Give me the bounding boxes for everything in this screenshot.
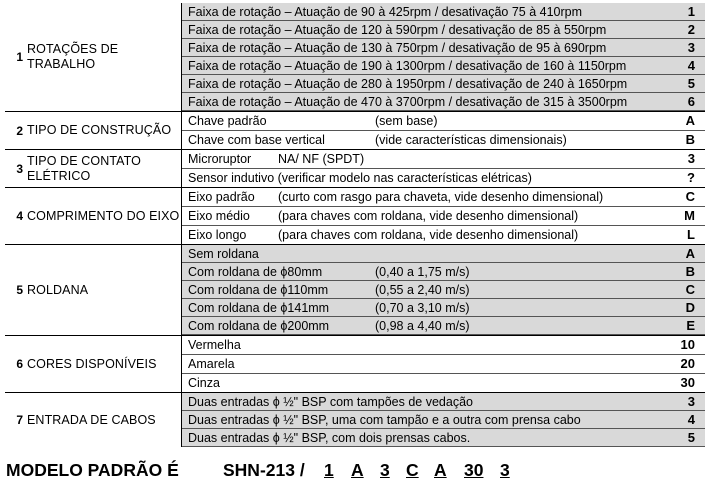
option-row — [182, 429, 705, 447]
group-number: 1 — [16, 50, 23, 64]
option-desc: Faixa de rotação – Atuação de 130 à 750rpm / desativação de 95 à 690rpm — [188, 41, 607, 55]
group-title: ENTRADA DE CABOS — [27, 412, 156, 427]
model-base: SHN-213 / — [223, 460, 305, 480]
model-value-rotation: 1 — [324, 460, 334, 480]
group-header — [5, 112, 182, 149]
option-row — [182, 112, 705, 130]
option-row — [182, 299, 705, 317]
group-header — [5, 393, 182, 447]
group-number: 6 — [16, 357, 23, 371]
option-note: (vide características dimensionais) — [375, 133, 567, 147]
option-desc: Faixa de rotação – Atuação de 280 à 1950rpm / desativação de 240 à 1650rpm — [188, 77, 628, 91]
group-title: TIPO DE CONSTRUÇÃO — [27, 123, 172, 137]
option-code: A — [685, 246, 695, 261]
option-code: ? — [687, 170, 695, 185]
option-desc: Com roldana de ϕ110mm — [188, 283, 329, 297]
option-code: E — [686, 318, 695, 333]
model-value-contact: 3 — [380, 460, 390, 480]
option-note: (0,55 a 2,40 m/s) — [375, 283, 470, 297]
group-tipo-construcao — [5, 112, 705, 149]
group-number: 2 — [16, 123, 23, 138]
option-desc: Sem roldana — [188, 247, 259, 261]
option-code: L — [687, 227, 695, 242]
option-row — [182, 317, 705, 335]
group-header — [5, 336, 182, 392]
option-row — [182, 281, 705, 299]
specification-table — [5, 3, 705, 447]
option-desc: Eixo longo — [188, 228, 247, 242]
option-code: 1 — [687, 4, 695, 19]
option-code: 3 — [687, 40, 695, 55]
model-value-color: 30 — [464, 460, 484, 480]
option-code: 10 — [680, 337, 695, 352]
option-row — [182, 57, 705, 75]
group-rotacoes — [5, 3, 705, 111]
option-desc: Duas entradas ϕ ½" BSP, com dois prensas cabos. — [188, 431, 471, 445]
option-desc: Faixa de rotação – Atuação de 120 à 590rpm / desativação de 85 à 550rpm — [188, 23, 607, 37]
group-tipo-contato — [5, 150, 705, 187]
option-note: (0,70 a 3,10 m/s) — [375, 301, 470, 315]
option-code: 30 — [680, 375, 695, 390]
option-row — [182, 374, 705, 392]
option-note: (curto com rasgo para chaveta, vide desenho dimensional) — [278, 190, 604, 204]
option-desc: Faixa de rotação – Atuação de 470 à 3700rpm / desativação de 315 à 3500rpm — [188, 95, 628, 109]
option-note: NA/ NF (SPDT) — [278, 152, 365, 166]
option-code: 4 — [687, 412, 695, 427]
option-desc: Duas entradas ϕ ½" BSP, uma com tampão e a outra com prensa cabo — [188, 413, 581, 427]
group-roldana — [5, 245, 705, 335]
group-title: ROTAÇÕES DE TRABALHO — [27, 42, 119, 71]
option-code: 5 — [687, 430, 695, 445]
option-row — [182, 75, 705, 93]
model-label: MODELO PADRÃO É — [6, 460, 179, 480]
option-note: (0,40 a 1,75 m/s) — [375, 265, 470, 279]
option-code: C — [685, 282, 695, 297]
group-title: TIPO DE CONTATO ELÉTRICO — [27, 153, 142, 183]
option-desc: Chave padrão — [188, 114, 267, 128]
option-desc: Faixa de rotação – Atuação de 90 à 425rpm / desativação 75 à 410rpm — [188, 5, 583, 19]
option-desc: Com roldana de ϕ80mm — [188, 265, 323, 279]
group-header — [5, 150, 182, 187]
option-desc: Duas entradas ϕ ½" BSP com tampões de vedação — [188, 395, 473, 409]
group-comprimento-eixo — [5, 188, 705, 244]
option-row — [182, 21, 705, 39]
option-desc: Vermelha — [188, 338, 241, 352]
option-desc: Com roldana de ϕ200mm — [188, 319, 330, 333]
option-row — [182, 245, 705, 263]
option-code: 6 — [687, 94, 695, 109]
option-desc: Com roldana de ϕ141mm — [188, 301, 330, 315]
group-title: CORES DISPONÍVEIS — [27, 356, 157, 371]
group-title: COMPRIMENTO DO EIXO — [27, 208, 180, 223]
option-code: C — [685, 189, 695, 204]
model-value-shaft: C — [406, 460, 419, 480]
group-header — [5, 188, 182, 244]
option-desc: Eixo médio — [188, 209, 250, 223]
option-row — [182, 207, 705, 225]
group-number: 4 — [16, 209, 23, 223]
option-row — [182, 263, 705, 281]
group-number: 7 — [16, 413, 23, 427]
option-row — [182, 131, 705, 149]
group-number: 5 — [16, 283, 23, 297]
option-row — [182, 93, 705, 111]
group-header — [5, 3, 182, 111]
option-row — [182, 393, 705, 411]
option-row — [182, 336, 705, 354]
option-note: (para chaves com roldana, vide desenho dimensional) — [278, 228, 579, 242]
option-desc: Eixo padrão — [188, 190, 255, 204]
option-desc: Cinza — [188, 376, 220, 390]
option-code: 2 — [687, 22, 695, 37]
option-note: (para chaves com roldana, vide desenho dimensional) — [278, 209, 579, 223]
option-code: B — [685, 264, 695, 279]
option-code: B — [685, 132, 695, 147]
option-row — [182, 355, 705, 373]
model-value-pulley: A — [434, 460, 447, 480]
option-row — [182, 188, 705, 206]
option-code: 4 — [687, 58, 695, 73]
option-code: M — [684, 208, 695, 223]
option-code: A — [685, 113, 695, 128]
option-note: (0,98 a 4,40 m/s) — [375, 319, 470, 333]
option-row — [182, 39, 705, 57]
option-desc: Sensor indutivo (verificar modelo nas características elétricas) — [188, 171, 532, 185]
option-desc: Microruptor — [188, 152, 252, 166]
option-note: (sem base) — [375, 114, 438, 128]
group-title: ROLDANA — [27, 282, 89, 297]
option-row — [182, 169, 705, 187]
option-desc: Faixa de rotação – Atuação de 190 à 1300rpm / desativação de 160 à 1150rpm — [188, 59, 627, 73]
group-header — [5, 245, 182, 335]
option-code: 20 — [680, 356, 695, 371]
option-desc: Amarela — [188, 357, 235, 371]
option-row — [182, 226, 705, 244]
option-code: D — [685, 300, 695, 315]
model-value-construction: A — [351, 460, 364, 480]
group-cores — [5, 336, 705, 392]
option-code: 5 — [687, 76, 695, 91]
option-desc: Chave com base vertical — [188, 133, 325, 147]
option-row — [182, 411, 705, 429]
option-row — [182, 150, 705, 168]
option-code: 3 — [687, 394, 695, 409]
option-row — [182, 3, 705, 21]
group-number: 3 — [16, 161, 23, 176]
group-entrada-cabos — [5, 393, 705, 447]
model-value-cable-entry: 3 — [500, 460, 510, 480]
option-code: 3 — [687, 151, 695, 166]
